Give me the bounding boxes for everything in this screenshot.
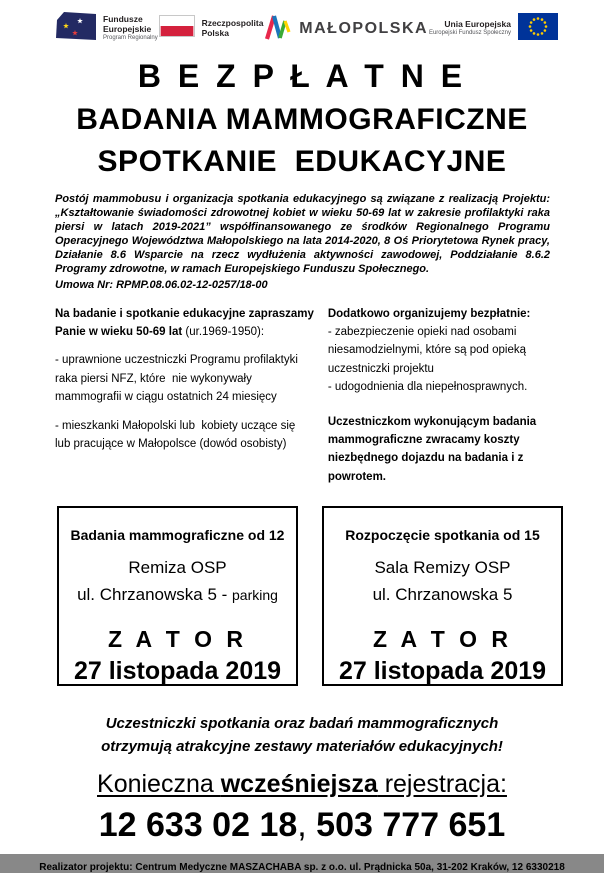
eligibility-heading-bold: Na badanie i spotkanie edukacyjne zapraszamy Panie w wieku 50-69 lat xyxy=(55,307,318,339)
event-box-mammography xyxy=(57,506,298,686)
malopolska-m-icon xyxy=(264,13,292,44)
eu-subtitle: Europejski Fundusz Społeczny xyxy=(428,30,511,37)
fundusze-line1: Fundusze xyxy=(103,13,143,24)
logo-malopolska xyxy=(264,13,428,44)
extras-column xyxy=(328,305,560,487)
event-box-city: Z A T O R xyxy=(107,626,248,653)
registration-line xyxy=(0,770,604,799)
event-box-meeting xyxy=(322,506,563,686)
event-box-venue: Sala Remizy OSP xyxy=(374,558,511,578)
project-intro xyxy=(55,192,550,292)
extras-item-1: - zabezpieczenie opieki nad osobami niesamodzielnymi, które są pod opieką uczestniczki projektu xyxy=(327,326,527,375)
logo-rzeczpospolita-polska xyxy=(159,15,264,42)
malopolska-label: MAŁOPOLSKA xyxy=(299,19,429,37)
event-box-date: 27 listopada 2019 xyxy=(338,657,547,686)
phone-number-1: 12 633 02 18 xyxy=(98,805,298,844)
registration-bold-word: wcześniejsza xyxy=(220,769,378,798)
registration-suffix: rejestracja: xyxy=(377,769,507,798)
fundusze-line2: Europejskie xyxy=(103,23,152,34)
perks-note xyxy=(0,712,604,759)
fundusze-europejskie-flag-icon xyxy=(56,12,96,45)
perks-line-1: Uczestniczki spotkania oraz badań mammograficznych xyxy=(105,715,499,733)
extras-item-2: - udogodnienia dla niepełnosprawnych. xyxy=(327,381,528,394)
event-boxes xyxy=(57,506,563,686)
contract-number: Umowa Nr: RPMP.08.06.02-12-0257/18-00 xyxy=(55,278,268,291)
perks-line-2: otrzymują atrakcyjne zestawy materiałów edukacyjnych! xyxy=(101,738,503,756)
eligibility-heading xyxy=(55,305,318,342)
phone-number-2: 503 777 651 xyxy=(316,805,506,844)
eligibility-item-2: - mieszkanki Małopolski lub kobiety uczące się lub pracujące w Małopolsce (dowód osobisty) xyxy=(55,419,299,450)
title-spotkanie: SPOTKANIE EDUKACYJNE xyxy=(97,145,507,179)
eligibility-column xyxy=(55,305,318,487)
header-logos xyxy=(0,0,604,48)
title-badania: BADANIA MAMMOGRAFICZNE xyxy=(76,102,528,136)
phone-numbers xyxy=(0,806,604,845)
event-box-date: 27 listopada 2019 xyxy=(73,657,282,686)
title-bezplatne: B E Z P Ł A T N E xyxy=(137,58,467,94)
registration-prefix: Konieczna xyxy=(97,769,221,798)
event-box-address xyxy=(59,585,296,605)
travel-refund-note: Uczestniczkom wykonującym badania mammograficzne zwracamy koszty niezbędnego dojazdu na badania i z powrotem. xyxy=(327,415,537,483)
footer-realizator: Realizator projektu: Centrum Medyczne MASZACHABA sp. z o.o. ul. Prądnicka 50a, 31-202 Kraków, 12 6330218 xyxy=(39,861,565,873)
fundusze-europejskie-label xyxy=(103,15,158,42)
page-title xyxy=(0,56,604,183)
event-box-address-main: ul. Chrzanowska 5 - xyxy=(77,585,233,605)
logo-unia-europejska xyxy=(429,13,558,45)
poland-line2: Polska xyxy=(201,27,229,38)
logo-fundusze-europejskie xyxy=(56,12,158,45)
eligibility-heading-regular: (ur.1969-1950): xyxy=(185,326,265,339)
event-box-address-main: ul. Chrzanowska 5 xyxy=(372,585,513,605)
eu-title: Unia Europejska xyxy=(444,18,511,29)
info-columns xyxy=(55,305,560,487)
extras-heading: Dodatkowo organizujemy bezpłatnie: xyxy=(327,307,531,320)
poland-flag-icon xyxy=(159,15,195,42)
fundusze-subtitle: Program Regionalny xyxy=(103,35,158,42)
event-box-heading: Badania mammograficzne od 12 xyxy=(70,527,285,544)
eligibility-item-1: - uprawnione uczestniczki Programu profilaktyki raka piersi NFZ, które nie wykonywały mammografii w ciągu ostatnich 24 miesięcy xyxy=(55,354,302,404)
phone-separator: , xyxy=(297,805,317,844)
eu-label xyxy=(429,20,511,38)
project-intro-body: Postój mammobusu i organizacja spotkania edukacyjnego są związane z realizacją Projektu: „Kształtowanie świadomości zdrowotnej kobiet w wieku 50-69 lat w zakresie profilaktyki raka piersi w latach 2019-2021” współfinansowanego ze środków Regionalnego Programu Operacyjnego Województwa Małopolskiego na lata 2014-2020, 8 Oś Priorytetowa Rynek pracy, Działanie 8.6 Wsparcie na rzecz wydłużenia aktywności zawodowej, Poddziałanie 8.6.2 Programy zdrowotne, w ramach Europejskiego Funduszu Społecznego. xyxy=(55,193,550,276)
event-box-heading: Rozpoczęcie spotkania od 15 xyxy=(345,527,540,544)
event-box-address-note: parking xyxy=(232,587,278,604)
event-box-city: Z A T O R xyxy=(372,626,513,653)
event-box-venue: Remiza OSP xyxy=(128,558,227,578)
event-box-address xyxy=(324,585,561,605)
poland-label xyxy=(202,19,264,39)
eu-flag-icon xyxy=(518,13,558,45)
poland-line1: Rzeczpospolita xyxy=(201,17,264,28)
